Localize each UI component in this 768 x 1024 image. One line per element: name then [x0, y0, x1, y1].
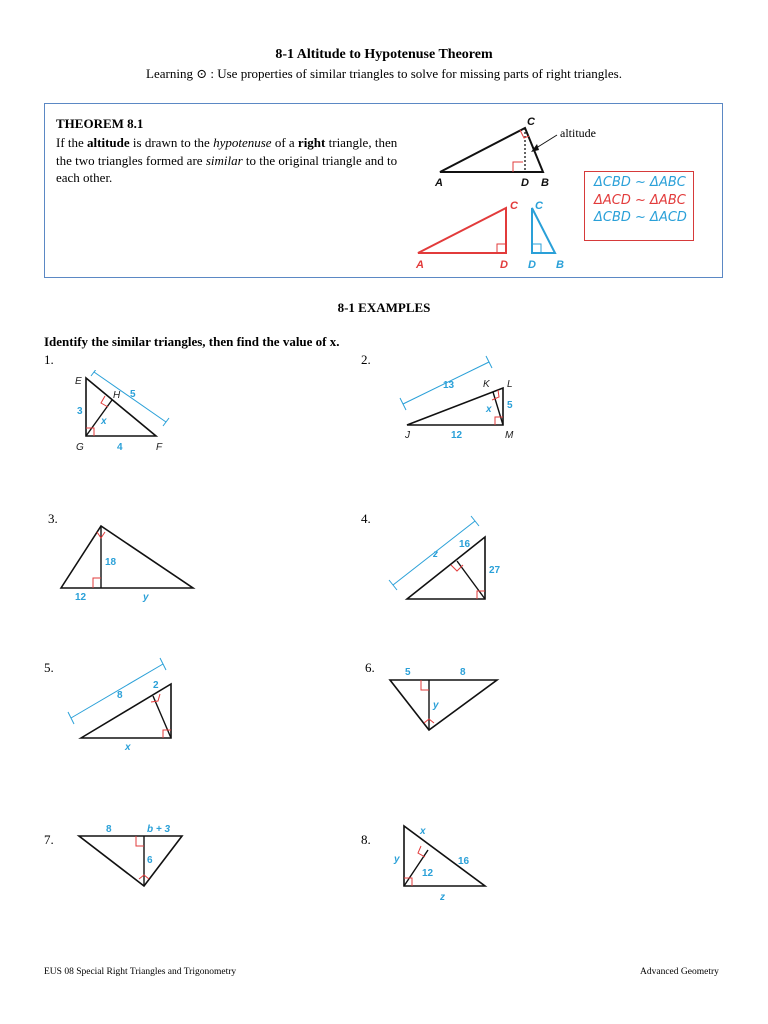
value-3: 3: [77, 406, 83, 417]
label-m: M: [505, 430, 514, 441]
example-7-figure: [75, 818, 215, 893]
value-z: z: [433, 549, 438, 560]
altitude-label: altitude: [560, 126, 596, 140]
label-h: H: [113, 390, 121, 401]
value-16: 16: [458, 856, 470, 867]
value-5: 5: [507, 400, 513, 411]
value-5: 5: [405, 667, 411, 678]
instructions: Identify the similar triangles, then find the value of x.: [44, 334, 340, 349]
label-g: G: [76, 442, 84, 453]
value-8: 8: [106, 824, 112, 835]
value-z: z: [440, 892, 445, 903]
red-triangle-figure: [415, 200, 519, 271]
red-vertex-c: C: [510, 200, 518, 212]
value-y: y: [433, 700, 439, 711]
value-4: 4: [117, 442, 123, 453]
section-title: 8-1 EXAMPLES: [337, 300, 431, 315]
value-2: 2: [153, 680, 159, 691]
label-f: F: [156, 442, 163, 453]
vertex-a: A: [435, 177, 443, 189]
value-b-plus-3: b + 3: [147, 824, 171, 835]
similarity-box: [584, 171, 694, 241]
example-6-number: 6.: [365, 660, 375, 675]
vertex-c: C: [527, 116, 535, 128]
value-8: 8: [117, 690, 123, 701]
label-e: E: [75, 376, 82, 387]
red-vertex-a: A: [416, 259, 424, 271]
label-k: K: [483, 379, 490, 390]
vertex-b: B: [541, 177, 549, 189]
example-4-number: 4.: [361, 511, 371, 526]
example-5-number: 5.: [44, 660, 54, 675]
blue-triangle-figure: [528, 200, 564, 271]
blue-vertex-c: C: [535, 200, 543, 212]
theorem-title: THEOREM 8.1: [56, 116, 144, 131]
example-3-figure: [55, 520, 200, 610]
theorem-figures: [410, 110, 580, 275]
value-5: 5: [130, 389, 136, 400]
value-6: 6: [147, 855, 153, 866]
similarity-1: ΔCBD ~ ΔABC: [594, 175, 686, 190]
value-27: 27: [489, 565, 501, 576]
value-x: x: [420, 826, 426, 837]
value-18: 18: [105, 557, 117, 568]
example-2-number: 2.: [361, 352, 371, 367]
blue-vertex-b: B: [556, 259, 564, 271]
learning-target: Learning ⊙ : Use properties of similar triangles to solve for missing parts of right triangles.: [146, 66, 622, 81]
footer-subject: Advanced Geometry: [640, 967, 719, 977]
example-8-figure: [390, 820, 500, 905]
value-12: 12: [422, 868, 434, 879]
red-vertex-d: D: [500, 259, 508, 271]
example-2-figure: [395, 350, 535, 445]
value-y: y: [143, 592, 149, 603]
value-x: x: [101, 416, 107, 427]
example-5-figure: [65, 656, 185, 751]
theorem-text: If the altitude is drawn to the hypotenuse of a right triangle, then the two triangles formed are similar to the original triangle and to each other.: [56, 135, 398, 185]
example-4-figure: [385, 515, 510, 610]
vertex-d: D: [521, 177, 529, 189]
value-x: x: [486, 404, 492, 415]
similarity-2: ΔACD ~ ΔABC: [594, 192, 686, 208]
label-j: J: [405, 430, 410, 441]
example-1-figure: [70, 370, 185, 455]
example-7-number: 7.: [44, 832, 54, 847]
example-1-number: 1.: [44, 352, 54, 367]
main-triangle-figure: [434, 116, 557, 189]
page-title: 8-1 Altitude to Hypotenuse Theorem: [275, 47, 493, 62]
footer-course: EUS 08 Special Right Triangles and Trigonometry: [44, 967, 237, 977]
value-12: 12: [75, 592, 87, 603]
example-6-figure: [385, 663, 505, 738]
label-l: L: [507, 379, 513, 390]
example-8-number: 8.: [361, 832, 371, 847]
value-13: 13: [443, 380, 455, 391]
blue-vertex-d: D: [528, 259, 536, 271]
similarity-3: ΔCBD ~ ΔACD: [594, 210, 687, 225]
example-3-number: 3.: [48, 511, 58, 526]
value-y: y: [394, 854, 400, 865]
value-16: 16: [459, 539, 471, 550]
value-12: 12: [451, 430, 463, 441]
value-8: 8: [460, 667, 466, 678]
value-x: x: [125, 742, 131, 751]
